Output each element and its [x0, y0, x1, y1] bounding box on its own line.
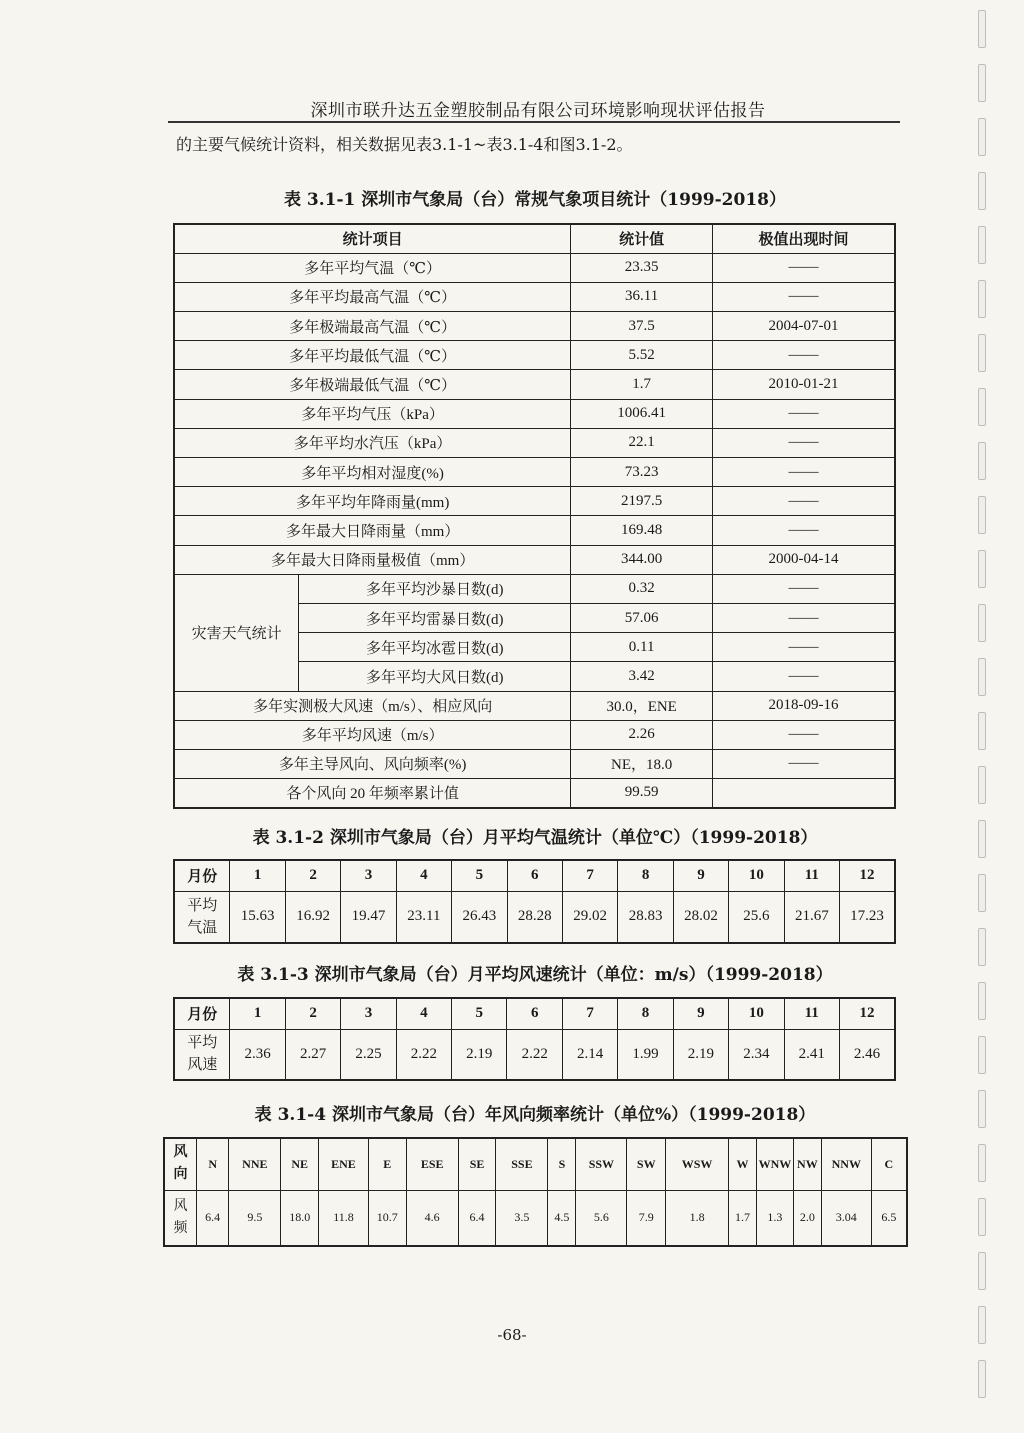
value-cell: 2.22 — [507, 1029, 562, 1080]
value-cell: 19.47 — [341, 891, 396, 943]
table-header-row — [174, 224, 895, 253]
stat-extreme-time: 2000-04-14 — [712, 545, 895, 574]
direction-cell: S — [548, 1138, 576, 1190]
stat-item: 多年平均气压（kPa） — [174, 399, 571, 428]
stat-item: 多年平均沙暴日数(d) — [299, 574, 571, 603]
stat-extreme-time: —— — [712, 662, 895, 691]
stat-item: 多年平均大风日数(d) — [299, 662, 571, 691]
header-value: 统计值 — [571, 224, 713, 253]
stat-extreme-time: —— — [712, 399, 895, 428]
table-row — [174, 779, 895, 808]
stat-item: 多年最大日降雨量（mm） — [174, 516, 571, 545]
month-cell: 10 — [729, 998, 784, 1029]
header-item: 统计项目 — [174, 224, 571, 253]
table-row — [174, 545, 895, 574]
stat-extreme-time: —— — [712, 341, 895, 370]
month-cell: 11 — [784, 860, 839, 891]
stat-extreme-time: —— — [712, 749, 895, 778]
direction-cell: N — [196, 1138, 228, 1190]
table1-caption: 表 3.1-1 深圳市气象局（台）常规气象项目统计（1999-2018） — [284, 190, 786, 210]
value-cell: 2.22 — [396, 1029, 451, 1080]
value-cell: 2.19 — [673, 1029, 728, 1080]
direction-cell: SSW — [576, 1138, 627, 1190]
frequency-cell: 1.3 — [757, 1190, 794, 1246]
direction-cell: SW — [627, 1138, 666, 1190]
value-cell: 2.25 — [341, 1029, 396, 1080]
stat-extreme-time: 2004-07-01 — [712, 312, 895, 341]
month-cell: 1 — [230, 998, 285, 1029]
frequency-cell: 1.7 — [728, 1190, 756, 1246]
value-cell: 28.28 — [507, 891, 562, 943]
stat-extreme-time: —— — [712, 516, 895, 545]
value-cell: 28.83 — [618, 891, 673, 943]
value-cell: 29.02 — [562, 891, 617, 943]
monthly-temperature-table — [173, 859, 896, 944]
frequency-cell: 18.0 — [281, 1190, 319, 1246]
value-cell: 2.41 — [784, 1029, 839, 1080]
stat-value: 99.59 — [571, 779, 713, 808]
stat-extreme-time: —— — [712, 458, 895, 487]
frequency-cell: 7.9 — [627, 1190, 666, 1246]
direction-cell: ESE — [406, 1138, 458, 1190]
direction-label-cell: 风向 — [164, 1138, 196, 1190]
stat-item: 多年极端最高气温（℃） — [174, 312, 571, 341]
value-label-cell: 平均风速 — [174, 1029, 230, 1080]
month-cell: 7 — [562, 860, 617, 891]
value-cell: 26.43 — [452, 891, 507, 943]
stat-value: 22.1 — [571, 428, 713, 457]
stat-value: 169.48 — [571, 516, 713, 545]
value-cell: 2.46 — [839, 1029, 895, 1080]
stat-item: 多年平均冰雹日数(d) — [299, 633, 571, 662]
table-row — [174, 253, 895, 282]
month-cell: 12 — [839, 998, 895, 1029]
value-cell: 2.34 — [729, 1029, 784, 1080]
table-row — [174, 458, 895, 487]
stat-value: 1006.41 — [571, 399, 713, 428]
direction-cell: NNE — [229, 1138, 281, 1190]
table4-caption: 表 3.1-4 深圳市气象局（台）年风向频率统计（单位%）（1999-2018） — [254, 1105, 816, 1125]
stat-value: 344.00 — [571, 545, 713, 574]
direction-cell: SE — [458, 1138, 496, 1190]
month-cell: 11 — [784, 998, 839, 1029]
intro-paragraph: 的主要气候统计资料，相关数据见表3.1-1~表3.1-4和图3.1-2。 — [176, 135, 633, 154]
month-cell: 10 — [729, 860, 784, 891]
stat-extreme-time: —— — [712, 253, 895, 282]
table-row — [174, 720, 895, 749]
month-cell: 1 — [230, 860, 285, 891]
frequency-cell: 6.4 — [458, 1190, 496, 1246]
direction-cell: NE — [281, 1138, 319, 1190]
direction-cell: ENE — [319, 1138, 369, 1190]
stat-value: 57.06 — [571, 603, 713, 632]
frequency-cell: 11.8 — [319, 1190, 369, 1246]
table-row — [164, 1190, 907, 1246]
frequency-cell: 2.0 — [793, 1190, 821, 1246]
value-label-cell: 平均气温 — [174, 891, 230, 943]
value-cell: 28.02 — [673, 891, 728, 943]
stat-item: 多年平均年降雨量(mm) — [174, 487, 571, 516]
stat-item: 多年平均雷暴日数(d) — [299, 603, 571, 632]
stat-item: 各个风向 20 年频率累计值 — [174, 779, 571, 808]
value-cell: 17.23 — [840, 891, 895, 943]
table-row — [174, 998, 895, 1029]
value-cell: 2.19 — [452, 1029, 507, 1080]
stat-value: 2.26 — [571, 720, 713, 749]
value-cell: 2.27 — [285, 1029, 340, 1080]
stat-item: 多年平均相对湿度(%) — [174, 458, 571, 487]
stat-item: 多年实测极大风速（m/s）、相应风向 — [174, 691, 571, 720]
month-cell: 6 — [507, 860, 562, 891]
stat-value: 0.11 — [571, 633, 713, 662]
month-label-cell: 月份 — [174, 860, 230, 891]
stat-item: 多年平均气温（℃） — [174, 253, 571, 282]
stat-value: 23.35 — [571, 253, 713, 282]
frequency-cell: 6.4 — [196, 1190, 228, 1246]
stat-extreme-time: —— — [712, 603, 895, 632]
stat-item: 多年平均水汽压（kPa） — [174, 428, 571, 457]
weather-stats-table — [173, 223, 896, 809]
month-cell: 4 — [396, 998, 451, 1029]
disaster-weather-label: 灾害天气统计 — [174, 574, 299, 691]
stat-value: 36.11 — [571, 282, 713, 311]
table-row — [174, 891, 895, 943]
stat-item: 多年平均最高气温（℃） — [174, 282, 571, 311]
stat-value: 30.0，ENE — [571, 691, 713, 720]
stat-value: 5.52 — [571, 341, 713, 370]
month-cell: 3 — [341, 860, 396, 891]
value-cell: 15.63 — [230, 891, 285, 943]
stat-value: NE，18.0 — [571, 749, 713, 778]
header-rule — [168, 121, 900, 123]
stat-extreme-time: —— — [712, 720, 895, 749]
frequency-cell: 4.6 — [406, 1190, 458, 1246]
stat-value: 3.42 — [571, 662, 713, 691]
direction-cell: W — [728, 1138, 756, 1190]
month-cell: 9 — [673, 860, 728, 891]
direction-cell: C — [871, 1138, 907, 1190]
value-cell: 16.92 — [285, 891, 340, 943]
table-row — [174, 749, 895, 778]
frequency-cell: 4.5 — [548, 1190, 576, 1246]
value-cell: 23.11 — [396, 891, 451, 943]
page-number: -68- — [497, 1326, 527, 1344]
month-cell: 3 — [341, 998, 396, 1029]
direction-cell: WNW — [757, 1138, 794, 1190]
month-cell: 7 — [562, 998, 617, 1029]
stat-extreme-time: 2010-01-21 — [712, 370, 895, 399]
direction-cell: NW — [793, 1138, 821, 1190]
frequency-cell: 5.6 — [576, 1190, 627, 1246]
table-row — [174, 399, 895, 428]
month-label-cell: 月份 — [174, 998, 230, 1029]
table-row — [174, 1029, 895, 1080]
header-time: 极值出现时间 — [712, 224, 895, 253]
wind-direction-frequency-table — [163, 1137, 908, 1247]
table-row — [174, 574, 895, 603]
table-row — [174, 691, 895, 720]
stat-value: 2197.5 — [571, 487, 713, 516]
frequency-cell: 1.8 — [666, 1190, 729, 1246]
direction-cell: WSW — [666, 1138, 729, 1190]
table-row — [174, 341, 895, 370]
stat-extreme-time: —— — [712, 487, 895, 516]
stat-item: 多年平均最低气温（℃） — [174, 341, 571, 370]
month-cell: 2 — [285, 860, 340, 891]
page-header: 深圳市联升达五金塑胶制品有限公司环境影响现状评估报告 — [310, 101, 766, 121]
stat-value: 1.7 — [571, 370, 713, 399]
stat-value: 37.5 — [571, 312, 713, 341]
stat-extreme-time: —— — [712, 574, 895, 603]
stat-item: 多年主导风向、风向频率(%) — [174, 749, 571, 778]
table-row — [174, 370, 895, 399]
table-row — [174, 312, 895, 341]
frequency-cell: 3.5 — [496, 1190, 548, 1246]
direction-cell: SSE — [496, 1138, 548, 1190]
month-cell: 5 — [452, 860, 507, 891]
month-cell: 8 — [618, 860, 673, 891]
stat-item: 多年极端最低气温（℃） — [174, 370, 571, 399]
direction-cell: NNW — [821, 1138, 871, 1190]
stat-extreme-time: —— — [712, 282, 895, 311]
frequency-label-cell: 风频 — [164, 1190, 196, 1246]
stat-extreme-time: —— — [712, 428, 895, 457]
monthly-windspeed-table — [173, 997, 896, 1081]
stat-value: 0.32 — [571, 574, 713, 603]
value-cell: 2.14 — [562, 1029, 617, 1080]
frequency-cell: 9.5 — [229, 1190, 281, 1246]
value-cell: 25.6 — [729, 891, 784, 943]
table-row — [174, 860, 895, 891]
table2-caption: 表 3.1-2 深圳市气象局（台）月平均气温统计（单位℃）（1999-2018） — [252, 828, 818, 848]
value-cell: 21.67 — [784, 891, 839, 943]
frequency-cell: 6.5 — [871, 1190, 907, 1246]
stat-item: 多年最大日降雨量极值（mm） — [174, 545, 571, 574]
direction-cell: E — [368, 1138, 406, 1190]
table-row — [164, 1138, 907, 1190]
month-cell: 9 — [673, 998, 728, 1029]
table-row — [174, 516, 895, 545]
month-cell: 4 — [396, 860, 451, 891]
month-cell: 6 — [507, 998, 562, 1029]
table3-caption: 表 3.1-3 深圳市气象局（台）月平均风速统计（单位：m/s）（1999-2018） — [237, 965, 833, 985]
month-cell: 5 — [452, 998, 507, 1029]
value-cell: 1.99 — [618, 1029, 673, 1080]
month-cell: 8 — [618, 998, 673, 1029]
stat-item: 多年平均风速（m/s） — [174, 720, 571, 749]
value-cell: 2.36 — [230, 1029, 285, 1080]
frequency-cell: 10.7 — [368, 1190, 406, 1246]
month-cell: 12 — [840, 860, 895, 891]
stat-extreme-time: 2018-09-16 — [712, 691, 895, 720]
stat-extreme-time — [712, 779, 895, 808]
table-row — [174, 487, 895, 516]
table-row — [174, 282, 895, 311]
stat-extreme-time: —— — [712, 633, 895, 662]
frequency-cell: 3.04 — [821, 1190, 871, 1246]
page-edge-decoration — [964, 0, 1024, 1433]
month-cell: 2 — [285, 998, 340, 1029]
table-row — [174, 428, 895, 457]
stat-value: 73.23 — [571, 458, 713, 487]
